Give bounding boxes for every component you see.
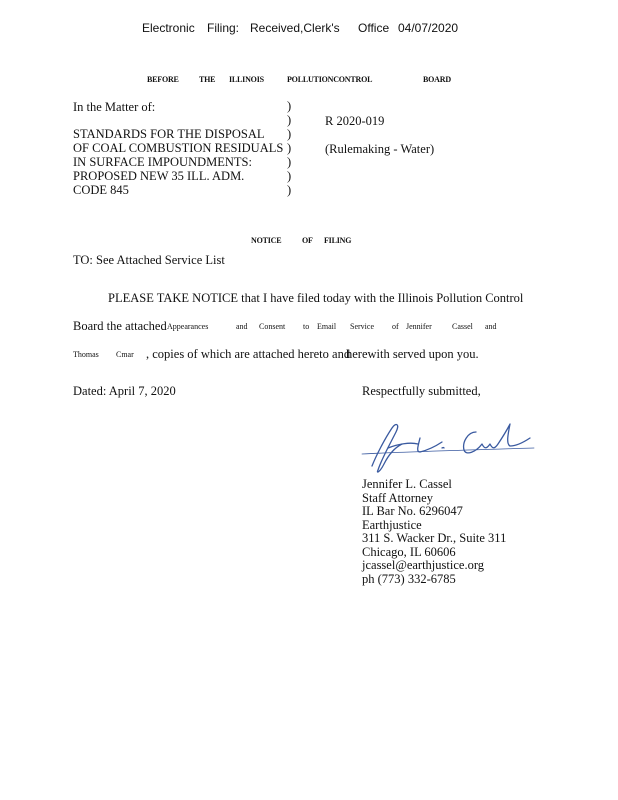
caption-paren: ) — [287, 183, 292, 197]
dated-line: Dated: April 7, 2020 — [73, 384, 176, 398]
board-word-board: BOARD — [423, 75, 451, 84]
caption-paren: ) — [287, 169, 292, 183]
signer-organization: Earthjustice — [362, 517, 422, 532]
tiny-word: Consent — [259, 322, 286, 331]
handwritten-signature — [358, 418, 538, 478]
notice-word-filing: FILING — [324, 236, 352, 245]
stamp-electronic: Electronic — [142, 21, 195, 35]
board-word-illinois: ILLINOIS — [229, 75, 264, 84]
notice-word-of: OF — [302, 236, 313, 245]
caption-line-3: IN SURFACE IMPOUNDMENTS: — [73, 155, 252, 169]
caption-line-2: OF COAL COMBUSTION RESIDUALS — [73, 141, 284, 155]
in-the-matter-of: In the Matter of: — [73, 100, 156, 114]
tiny-word: and — [485, 322, 497, 331]
tiny-word: to — [303, 322, 310, 331]
body-line-3-rest: , copies of which are attached hereto and — [146, 347, 351, 361]
docket-number: R 2020-019 — [325, 114, 385, 128]
tiny-word: Appearances — [167, 322, 209, 331]
caption-line-1: STANDARDS FOR THE DISPOSAL — [73, 127, 265, 141]
signature-block — [362, 478, 506, 586]
to-line: TO: See Attached Service List — [73, 253, 225, 267]
tiny-word: of — [392, 322, 399, 331]
signer-name: Jennifer L. Cassel — [362, 477, 452, 491]
caption-line-4: PROPOSED NEW 35 ILL. ADM. — [73, 169, 245, 183]
tiny-word: Cmar — [116, 350, 134, 359]
body-line-3-overlap: herewith served upon you. — [346, 347, 479, 361]
proceeding-type: (Rulemaking - Water) — [325, 142, 435, 156]
stamp-filing: Filing: — [207, 21, 240, 35]
stamp-received: Received,Clerk's — [250, 21, 340, 35]
signer-bar-number: IL Bar No. 6296047 — [362, 504, 463, 518]
board-word-before: BEFORE — [147, 75, 179, 84]
closing-line: Respectfully submitted, — [362, 384, 481, 398]
stamp-office: Office — [358, 21, 390, 35]
caption-paren: ) — [287, 99, 292, 113]
caption-line-5: CODE 845 — [73, 183, 129, 197]
signer-address-1: 311 S. Wacker Dr., Suite 311 — [362, 531, 507, 545]
tiny-word: and — [236, 322, 248, 331]
tiny-word: Jennifer — [406, 322, 432, 331]
notice-word-notice: NOTICE — [251, 236, 282, 245]
tiny-word: Service — [350, 322, 374, 331]
board-word-the: THE — [199, 75, 216, 84]
board-word-pollution-control: POLLUTIONCONTROL — [287, 75, 373, 84]
tiny-word: Email — [317, 322, 337, 331]
caption-paren: ) — [287, 141, 292, 155]
caption-paren: ) — [287, 127, 292, 141]
body-line-1: PLEASE TAKE NOTICE that I have filed today with the Illinois Pollution Control — [108, 291, 524, 305]
tiny-word: Cassel — [452, 322, 473, 331]
caption-paren: ) — [287, 155, 292, 169]
stamp-date: 04/07/2020 — [398, 21, 459, 35]
body-line-2-start: Board the attached — [73, 319, 167, 333]
tiny-word: Thomas — [73, 350, 99, 359]
signer-email[interactable]: jcassel@earthjustice.org — [362, 558, 485, 572]
signer-address-2: Chicago, IL 60606 — [362, 544, 456, 559]
caption-paren: ) — [287, 113, 292, 127]
signer-phone: ph (773) 332-6785 — [362, 571, 456, 586]
signer-title: Staff Attorney — [362, 490, 433, 505]
